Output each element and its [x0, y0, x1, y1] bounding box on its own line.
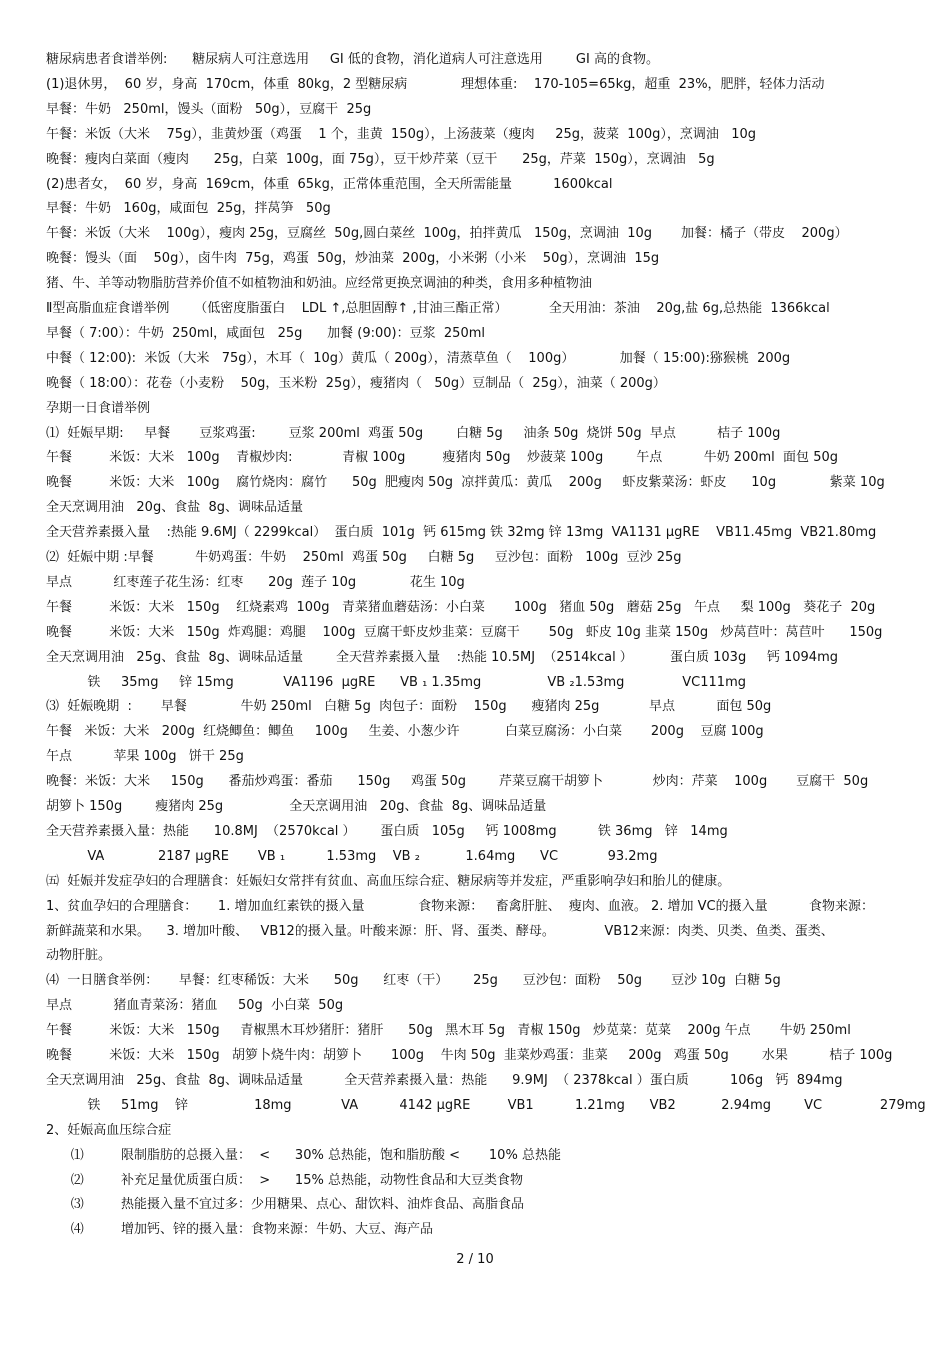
page-number: 2 / 10 — [456, 1252, 494, 1267]
text-line: 2、妊娠高血压综合症 — [46, 1123, 172, 1138]
text-line: 晚餐 米饭：大米 150g 炸鸡腿：鸡腿 100g 豆腐干虾皮炒韭菜：豆腐干 50g 虾皮 10g 韭菜 150g 炒莴苣叶：莴苣叶 150g — [46, 625, 883, 640]
text-line: VA 2187 μgRE VB ₁ 1.53mg VB ₂ 1.64mg VC 93.2mg — [46, 849, 658, 864]
text-line: 晚餐：馒头（面 50g），卤牛肉 75g，鸡蛋 50g，炒油菜 200g，小米粥（小米 50g），烹调油 15g — [46, 251, 660, 266]
text-line: 午餐 米饭：大米 150g 红烧素鸡 100g 青菜猪血蘑菇汤：小白菜 100g 猪血 50g 蘑菇 25g 午点 梨 100g 葵花子 20g — [46, 600, 876, 615]
text-line: 午餐 米饭：大米 150g 青椒黑木耳炒猪肝：猪肝 50g 黑木耳 5g 青椒 150g 炒苋菜：苋菜 200g 午点 牛奶 250ml — [46, 1023, 851, 1038]
text-line: ⑷ 一日膳食举例： 早餐：红枣稀饭：大米 50g 红枣（干） 25g 豆沙包：面粉 50g 豆沙 10g 白糖 5g — [46, 973, 781, 988]
text-line: 孕期一日食谱举例 — [46, 401, 151, 416]
text-line: 午餐：米饭（大米 75g），韭黄炒蛋（鸡蛋 1 个，韭黄 150g），上汤菠菜（瘦肉 25g，菠菜 100g），烹调油 10g — [46, 127, 757, 142]
text-line: 早餐：牛奶 250ml，馒头（面粉 50g），豆腐干 25g — [46, 102, 372, 117]
text-line: 晚餐：瘦肉白菜面（瘦肉 25g，白菜 100g，面 75g），豆干炒芹菜（豆干 25g，芹菜 150g），烹调油 5g — [46, 152, 715, 167]
text-line: 全天营养素摄入量 :热能 9.6MJ（ 2299kcal） 蛋白质 101g 钙 615mg 铁 32mg 锌 13mg VA1131 μgRE VB11.45mg VB21.80mg — [46, 525, 877, 540]
text-line: 全天营养素摄入量：热能 10.8MJ （2570kcal ） 蛋白质 105g 钙 1008mg 铁 36mg 锌 14mg — [46, 824, 728, 839]
text-line: 糖尿病患者食谱举例: 糖尿病人可注意选用 GI 低的食物，消化道病人可注意选用 GI 高的食物。 — [46, 52, 659, 67]
text-line: ⑴ 妊娠早期: 早餐 豆浆鸡蛋: 豆浆 200ml 鸡蛋 50g 白糖 5g 油条 50g 烧饼 50g 早点 桔子 100g — [46, 426, 781, 441]
text-line: ㈤ 妊娠并发症孕妇的合理膳食：妊娠妇女常拌有贫血、高血压综合症、糖尿病等并发症，严重影响孕妇和胎儿的健康。 — [46, 874, 731, 889]
text-line: 全天烹调用油 25g、食盐 8g、调味品适量 全天营养素摄入量 :热能 10.5MJ （2514kcal ） 蛋白质 103g 钙 1094mg — [46, 650, 838, 665]
text-line: 新鲜蔬菜和水果。 3. 增加叶酸、 VB12的摄入量。叶酸来源：肝、肾、蛋类、酵母。 VB12来源：肉类、贝类、鱼类、蛋类、 — [46, 924, 834, 939]
text-line: 铁 51mg 锌 18mg VA 4142 μgRE VB1 1.21mg VB2 2.94mg VC 279mg — [46, 1098, 926, 1113]
text-line: 猪、牛、羊等动物脂肪营养价值不如植物油和奶油。应经常更换烹调油的种类，食用多种植物油 — [46, 276, 593, 291]
text-line: 晚餐：米饭：大米 150g 番茄炒鸡蛋：番茄 150g 鸡蛋 50g 芹菜豆腐干胡箩卜 炒肉：芹菜 100g 豆腐干 50g — [46, 774, 869, 789]
text-line: 早餐：牛奶 160g，咸面包 25g，拌莴笋 50g — [46, 201, 331, 216]
text-line: ⑵ 补充足量优质蛋白质： > 15% 总热能，动物性食品和大豆类食物 — [46, 1173, 523, 1188]
text-line: 早餐（ 7:00）：牛奶 250ml，咸面包 25g 加餐 (9:00)：豆浆 250ml — [46, 326, 485, 341]
text-line: 早点 红枣莲子花生汤：红枣 20g 莲子 10g 花生 10g — [46, 575, 465, 590]
text-line: 全天烹调用油 25g、食盐 8g、调味品适量 全天营养素摄入量：热能 9.9MJ （ 2378kcal ）蛋白质 106g 钙 894mg — [46, 1073, 843, 1088]
text-line: Ⅱ型高脂血症食谱举例 （低密度脂蛋白 LDL ↑,总胆固醇↑ ,甘油三酯正常） 全天用油：茶油 20g,盐 6g,总热能 1366kcal — [46, 301, 830, 316]
text-line: 午餐：米饭（大米 100g），瘦肉 25g，豆腐丝 50g,圆白菜丝 100g，拍拌黄瓜 150g，烹调油 10g 加餐：橘子（带皮 200g） — [46, 226, 848, 241]
text-line: (1)退休男， 60 岁，身高 170cm，体重 80kg，2 型糖尿病 理想体重: 170-105=65kg，超重 23%，肥胖，轻体力活动 — [46, 77, 825, 92]
text-line: 午点 苹果 100g 饼干 25g — [46, 749, 244, 764]
text-line: 晚餐 米饭：大米 150g 胡箩卜烧牛肉：胡箩卜 100g 牛肉 50g 韭菜炒鸡蛋：韭菜 200g 鸡蛋 50g 水果 桔子 100g — [46, 1048, 893, 1063]
text-line: 1、贫血孕妇的合理膳食： 1. 增加血红素铁的摄入量 食物来源： 畜禽肝脏、 瘦肉、血液。 2. 增加 VC的摄入量 食物来源： — [46, 899, 874, 914]
text-line: 铁 35mg 锌 15mg VA1196 μgRE VB ₁ 1.35mg VB ₂1.53mg VC111mg — [46, 675, 746, 690]
text-line: 全天烹调用油 20g、食盐 8g、调味品适量 — [46, 500, 303, 515]
text-line: (2)患者女， 60 岁，身高 169cm，体重 65kg，正常体重范围，全天所需能量 1600kcal — [46, 177, 613, 192]
text-line: ⑶ 妊娠晚期 : 早餐 牛奶 250ml 白糖 5g 肉包子：面粉 150g 瘦猪肉 25g 早点 面包 50g — [46, 699, 772, 714]
text-line: 动物肝脏。 — [46, 948, 112, 963]
text-line: ⑶ 热能摄入量不宜过多：少用糖果、点心、甜饮料、油炸食品、高脂食品 — [46, 1197, 524, 1212]
text-line: 中餐（ 12:00): 米饭（大米 75g），木耳（ 10g）黄瓜（ 200g），清蒸草鱼（ 100g） 加餐（ 15:00):猕猴桃 200g — [46, 351, 791, 366]
text-line: ⑴ 限制脂肪的总摄入量： < 30% 总热能，饱和脂肪酸 < 10% 总热能 — [46, 1148, 561, 1163]
text-line: ⑷ 增加钙、锌的摄入量：食物来源：牛奶、大豆、海产品 — [46, 1222, 433, 1237]
text-line: 胡箩卜 150g 瘦猪肉 25g 全天烹调用油 20g、食盐 8g、调味品适量 — [46, 799, 547, 814]
text-line: ⑵ 妊娠中期 :早餐 牛奶鸡蛋：牛奶 250ml 鸡蛋 50g 白糖 5g 豆沙包：面粉 100g 豆沙 25g — [46, 550, 682, 565]
text-line: 早点 猪血青菜汤：猪血 50g 小白菜 50g — [46, 998, 344, 1013]
text-line: 晚餐 米饭：大米 100g 腐竹烧肉：腐竹 50g 肥瘦肉 50g 凉拌黄瓜：黄瓜 200g 虾皮紫菜汤：虾皮 10g 紫菜 10g — [46, 475, 885, 490]
text-line: 午餐 米饭：大米 200g 红烧鲫鱼：鲫鱼 100g 生姜、小葱少许 白菜豆腐汤：小白菜 200g 豆腐 100g — [46, 724, 764, 739]
text-line: 晚餐（ 18:00）：花卷（小麦粉 50g，玉米粉 25g），瘦猪肉（ 50g）豆制品（ 25g），油菜（ 200g） — [46, 376, 666, 391]
text-line: 午餐 米饭：大米 100g 青椒炒肉: 青椒 100g 瘦猪肉 50g 炒菠菜 100g 午点 牛奶 200ml 面包 50g — [46, 450, 838, 465]
